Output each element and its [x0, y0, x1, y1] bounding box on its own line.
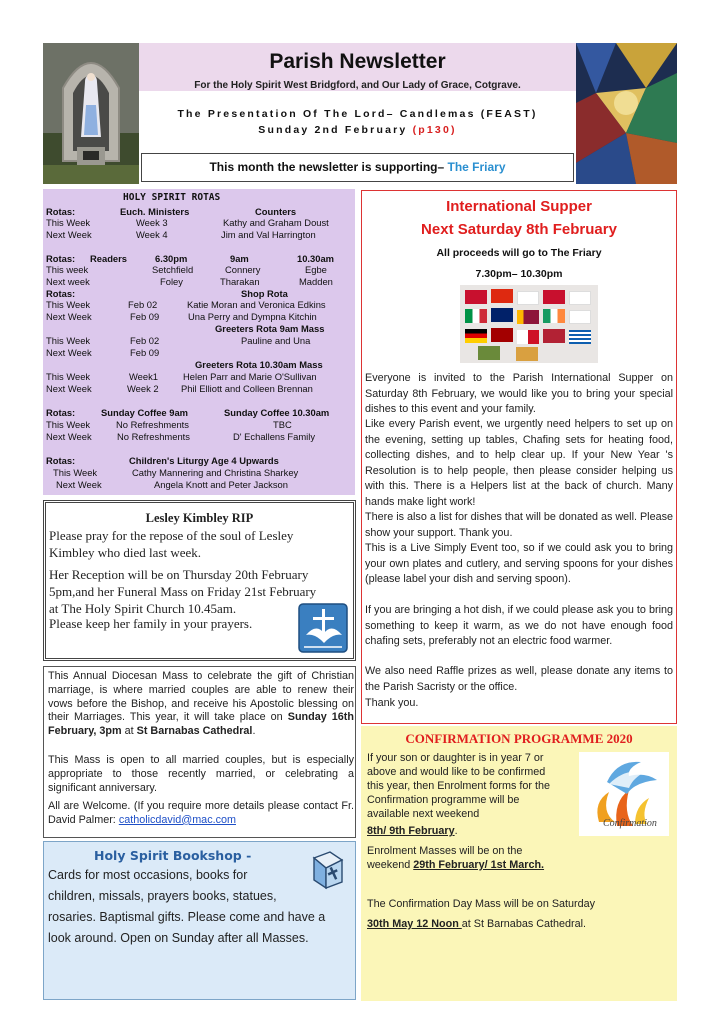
- readers-col-630: 6.30pm: [155, 253, 188, 264]
- greeters-1030-header: Greeters Rota 10.30am Mass: [195, 359, 323, 370]
- rota-when: This Week: [46, 419, 91, 430]
- kimbley-reception-line2: 5pm,and her Funeral Mass on Friday 21st February: [49, 584, 317, 599]
- reader-name: Connery: [225, 264, 261, 275]
- rota-when: Next Week: [46, 311, 92, 322]
- coffee-1030: D' Echallens Family: [233, 431, 316, 442]
- rota-when: This Week: [53, 467, 98, 478]
- rota-when: This Week: [46, 217, 91, 228]
- rotas-heading: HOLY SPIRIT ROTAS: [123, 192, 221, 203]
- kimbley-notice: [43, 500, 356, 661]
- feast-date: [139, 124, 576, 136]
- bookshop-line3: rosaries. Baptismal gifts. Please come and have a: [48, 910, 326, 924]
- bookshop-line4: look around. Open on Sunday after all Masses.: [48, 931, 309, 945]
- rotas-label: Rotas:: [46, 455, 76, 466]
- supper-title: International Supper: [446, 198, 592, 215]
- supper-hot-dish: If you are bringing a hot dish, if we could please ask you to bring something to keep it warm, as we do not have enough food chafing sets, preferably not an electric food warmer.: [365, 604, 673, 647]
- confirmation-programme: [361, 726, 677, 1001]
- supper-dishes-list: There is also a list for dishes that will be donated as well. Please show your support. Thank you.: [365, 511, 673, 539]
- rota-when: Next week: [46, 276, 90, 287]
- feast-title: The Presentation Of The Lord– Candlemas (FEAST): [177, 108, 538, 120]
- confirm-line: above and would like to be confirmed: [367, 766, 546, 778]
- coffee-9am: No Refreshments: [117, 431, 190, 442]
- reader-name: Egbe: [305, 264, 327, 275]
- coffee-9am: No Refreshments: [116, 419, 189, 430]
- support-charity: The Friary: [447, 160, 506, 174]
- support-prefix: This month the newsletter is supporting–: [209, 160, 445, 174]
- coffee-1030-header: Sunday Coffee 10.30am: [224, 407, 330, 418]
- rota-when: This Week: [46, 335, 91, 346]
- rotas-label: Rotas:: [46, 407, 76, 418]
- rota-date: Feb 09: [130, 311, 160, 322]
- confirm-line: available next weekend: [367, 808, 480, 820]
- supper-time: 7.30pm– 10.30pm: [475, 268, 563, 280]
- confirmation-dove-image: [579, 752, 669, 836]
- rota-names: Katie Moran and Veronica Edkins: [187, 299, 326, 310]
- mass-date: Sunday 16th February, 3pm: [48, 711, 355, 738]
- rota-when: Next Week: [56, 479, 102, 490]
- rotas-label: Rotas:: [46, 288, 76, 299]
- reader-name: Madden: [299, 276, 333, 287]
- marriage-mass-intro: This Annual Diocesan Mass to celebrate the gift of Christian marriage, is where married couples are able to renew their vows before the Bishop, and receive his Apostolic blessing on their Marriages. This year, it will take place on Sunday 16th February, 3pm at St Barnabas Cathedral.: [48, 670, 355, 738]
- supper-date: Next Saturday 8th February: [421, 221, 617, 238]
- rota-when: Next Week: [46, 347, 92, 358]
- rota-names: Cathy Mannering and Christina Sharkey: [132, 467, 299, 478]
- kimbley-prayer-line2: Kimbley who died last week.: [49, 545, 201, 560]
- greeters-9am-header: Greeters Rota 9am Mass: [215, 323, 325, 334]
- mass-at: at: [124, 725, 134, 738]
- readers-col-1030: 10.30am: [297, 253, 335, 264]
- supper-raffle: We also need Raffle prizes as well, please donate any items to the Parish Sacristy or the office.: [365, 665, 673, 693]
- euch-ministers-header: Euch. Ministers: [120, 206, 190, 217]
- enrolment-weekend-label: weekend: [367, 859, 414, 871]
- contact-email-link[interactable]: catholicdavid@mac.com: [118, 813, 236, 826]
- shop-rota-header: Shop Rota: [241, 288, 288, 299]
- kimbley-reception-line1: Her Reception will be on Thursday 20th February: [49, 567, 309, 582]
- feast-page-ref: (p130): [412, 124, 457, 136]
- confirm-line: If your son or daughter is in year 7 or: [367, 752, 544, 764]
- mass-contact-text: All are Welcome. (If you require more details please contact Fr. David Palmer:: [48, 800, 354, 826]
- newsletter-subtitle: For the Holy Spirit West Bridgford, and Our Lady of Grace, Cotgrave.: [194, 80, 521, 91]
- enrolment-masses-date-text: 29th February/ 1st March.: [413, 859, 545, 871]
- mass-venue: St Barnabas Cathedral: [136, 725, 253, 738]
- readers-col-9am: 9am: [230, 253, 249, 264]
- kimbley-prayer-line1: Please pray for the repose of the soul of Lesley: [49, 528, 294, 543]
- rota-week: Week 2: [127, 383, 159, 394]
- rota-date: Feb 09: [130, 347, 160, 358]
- rota-when: Next Week: [46, 229, 92, 240]
- enrolment-forms-date: [367, 824, 458, 839]
- rota-names: Una Perry and Dympna Kitchin: [188, 311, 317, 322]
- rotas-label: Rotas:: [46, 253, 76, 264]
- supper-live-simply: This is a Live Simply Event too, so if we could ask you to bring your own plates and cutlery, and serving spoons for your dishes (please label your dish and serving spoon).: [365, 542, 673, 585]
- punct: .: [454, 825, 458, 837]
- rota-names: Angela Knott and Peter Jackson: [154, 479, 288, 490]
- grotto-photo: [43, 43, 139, 184]
- supper-thanks: Thank you.: [365, 697, 419, 709]
- confirmation-title: CONFIRMATION PROGRAMME 2020: [405, 731, 633, 746]
- rota-week: Week 4: [136, 229, 168, 240]
- bookshop-title: Holy Spirit Bookshop -: [94, 848, 252, 863]
- marriage-mass-audience: This Mass is open to all married couples, but is especially appropriate to those recently married, or celebrating a significant anniversary.: [48, 754, 354, 794]
- rota-names: Pauline and Una: [241, 335, 311, 346]
- book-icon: [310, 850, 346, 890]
- rota-names: Helen Parr and Marie O'Sullivan: [183, 371, 317, 382]
- rota-date: Feb 02: [128, 299, 158, 310]
- bookshop-line2: children, missals, prayers books, statues,: [48, 889, 277, 903]
- bookshop-line1: Cards for most occasions, books for: [48, 868, 248, 882]
- confirmation-day-mass: [367, 917, 586, 932]
- reader-name: Tharakan: [220, 276, 260, 287]
- support-banner: [141, 153, 574, 182]
- confirm-line: Enrolment Masses will be on the: [367, 845, 523, 857]
- confirmation-day-venue: at St Barnabas Cathedral.: [461, 918, 587, 930]
- rota-when: This Week: [46, 299, 91, 310]
- reader-name: Foley: [160, 276, 183, 287]
- rota-when: This Week: [46, 371, 91, 382]
- kimbley-title: Lesley Kimbley RIP: [145, 511, 254, 525]
- enrolment-forms-date-text: 8th/ 9th February: [367, 825, 455, 837]
- flag-food-image: [460, 285, 598, 363]
- marriage-mass-contact: [48, 800, 354, 828]
- marriage-mass-notice: [43, 666, 356, 838]
- confirm-line: this year, then Enrolment forms for the: [367, 780, 551, 792]
- supper-invitation: Everyone is invited to the Parish International Supper on Saturday 8th February, we would like you to bring your special dishes to this event and your family.: [365, 372, 673, 415]
- supper-helpers: Like every Parish event, we urgently need helpers to set up on the evening, setting up tables, Chafing sets for heating food, collecting dishes, and to help clear up. If your New Year 's Resolution is to help people, then please consider helping us with this. There is a Helpers list at the back of church. Many hands make light work!: [365, 418, 673, 508]
- reader-name: Setchfield: [152, 264, 194, 275]
- rota-names: Phil Elliott and Colleen Brennan: [181, 383, 313, 394]
- rota-when: Next Week: [46, 383, 92, 394]
- rota-when: This week: [46, 264, 89, 275]
- international-supper-notice: [361, 190, 677, 724]
- rota-date: Feb 02: [130, 335, 160, 346]
- holy-spirit-rotas: [43, 189, 355, 495]
- confirmation-day-date: 30th May 12 Noon: [367, 918, 462, 930]
- confirm-line: Confirmation programme will be: [367, 794, 520, 806]
- bookshop-notice: [43, 841, 356, 1000]
- readers-header: Readers: [90, 253, 128, 264]
- rota-names: Jim and Val Harrington: [221, 229, 316, 240]
- coffee-9am-header: Sunday Coffee 9am: [101, 407, 189, 418]
- rota-when: Next Week: [46, 431, 92, 442]
- newsletter-title: Parish Newsletter: [269, 50, 446, 73]
- rota-names: Kathy and Graham Doust: [223, 217, 329, 228]
- rotas-label: Rotas:: [46, 206, 76, 217]
- coffee-1030: TBC: [273, 419, 292, 430]
- dove-cross-icon: [298, 603, 348, 653]
- mass-intro-text: This Annual Diocesan Mass to celebrate the gift of Christian marriage, is where married couples are able to renew their vows before the Bishop, and receive his Apostolic blessing on their Marriages. This year, it will take place on: [48, 670, 354, 724]
- enrolment-masses-date: [367, 858, 544, 873]
- childrens-liturgy-header: Children's Liturgy Age 4 Upwards: [129, 455, 279, 466]
- confirmation-image-caption: Confirmation: [603, 818, 657, 829]
- kimbley-family-prayer: Please keep her family in your prayers.: [49, 616, 253, 631]
- rota-week: Week 3: [136, 217, 168, 228]
- feast-date-text: Sunday 2nd February: [258, 124, 408, 136]
- rota-week: Week1: [129, 371, 159, 382]
- stained-glass-image: [576, 43, 677, 184]
- counters-header: Counters: [255, 206, 297, 217]
- kimbley-reception-line3: at The Holy Spirit Church 10.45am.: [49, 601, 237, 616]
- supper-proceeds: All proceeds will go to The Friary: [436, 247, 602, 259]
- confirm-line: The Confirmation Day Mass will be on Saturday: [367, 898, 596, 910]
